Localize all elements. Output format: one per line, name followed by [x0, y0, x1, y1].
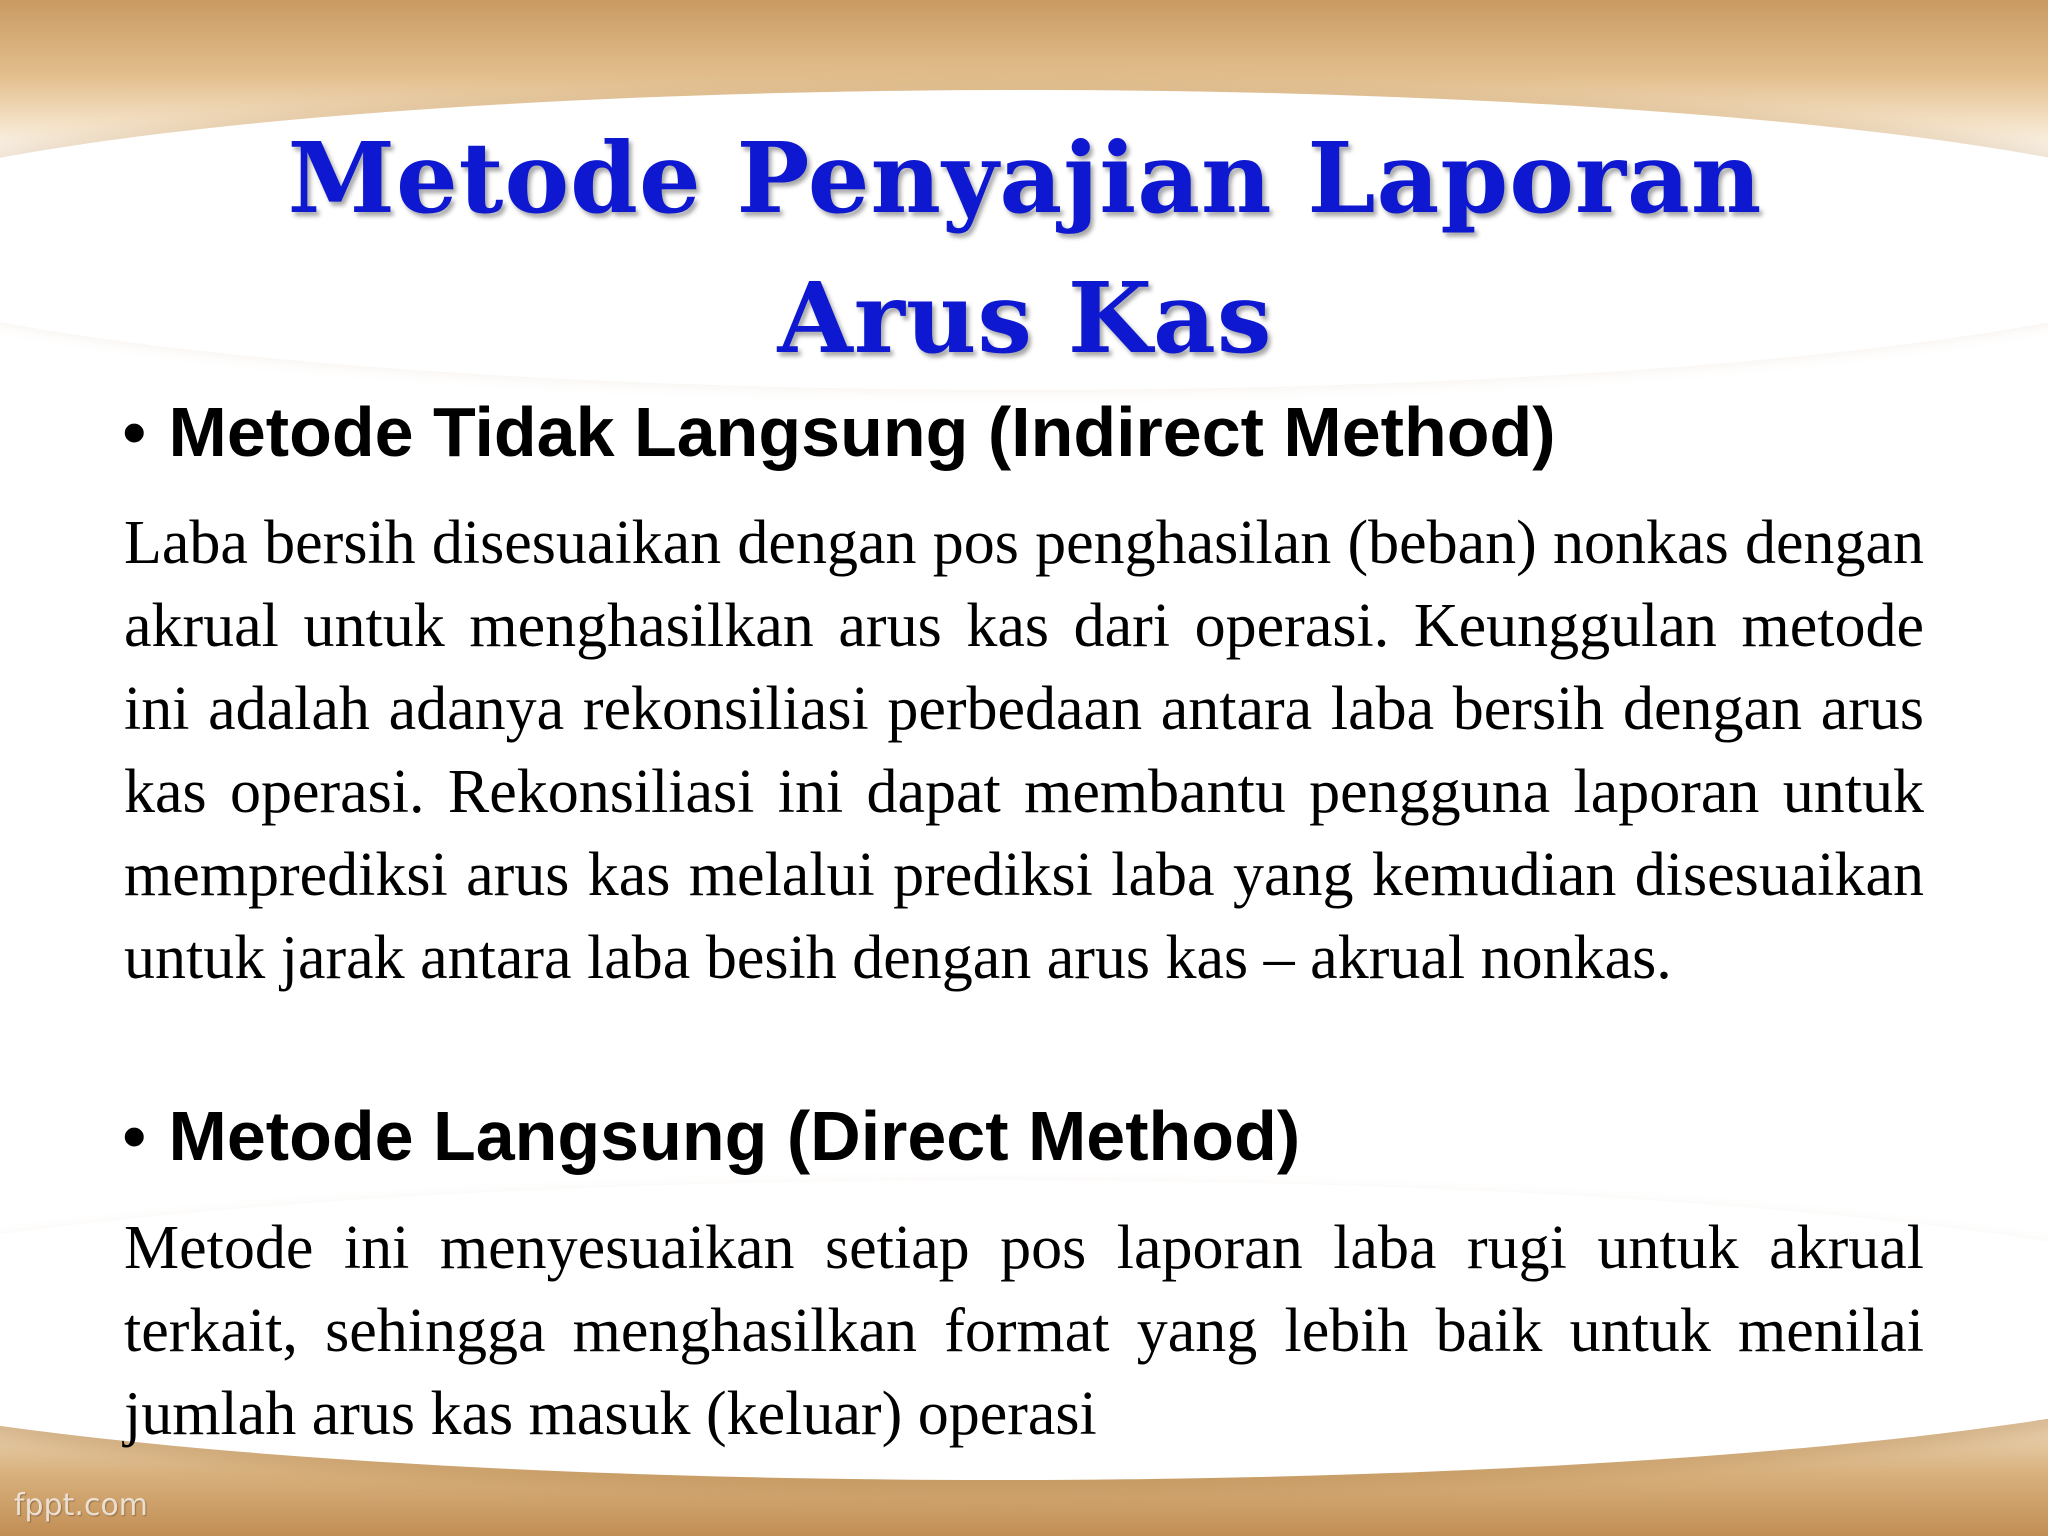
heading-text: Metode Langsung (Direct Method): [168, 1097, 1301, 1175]
heading-text: Metode Tidak Langsung (Indirect Method): [168, 393, 1556, 471]
watermark-logo: fppt.com: [14, 1488, 149, 1523]
section-heading-indirect: [122, 392, 1556, 472]
section-body-indirect: Laba bersih disesuaikan dengan pos penghasilan (beban) nonkas dengan akrual untuk menghasilkan arus kas dari operasi. Keunggulan metode ini adalah adanya rekonsiliasi perbedaan antara laba bersih dengan arus kas operasi. Rekonsiliasi ini dapat membantu pengguna laporan untuk memprediksi arus kas melalui prediksi laba yang kemudian disesuaikan untuk jarak antara laba besih dengan arus kas – akrual nonkas.: [124, 509, 1924, 992]
slide-title: Metode Penyajian Laporan Arus Kas: [287, 121, 1763, 375]
bullet-icon: •: [122, 1097, 147, 1175]
bullet-icon: •: [122, 393, 147, 471]
section-heading-direct: [122, 1096, 1300, 1176]
section-body-direct: Metode ini menyesuaikan setiap pos laporan laba rugi untuk akrual terkait, sehingga menghasilkan format yang lebih baik untuk menilai jumlah arus kas masuk (keluar) operasi: [124, 1214, 1924, 1448]
